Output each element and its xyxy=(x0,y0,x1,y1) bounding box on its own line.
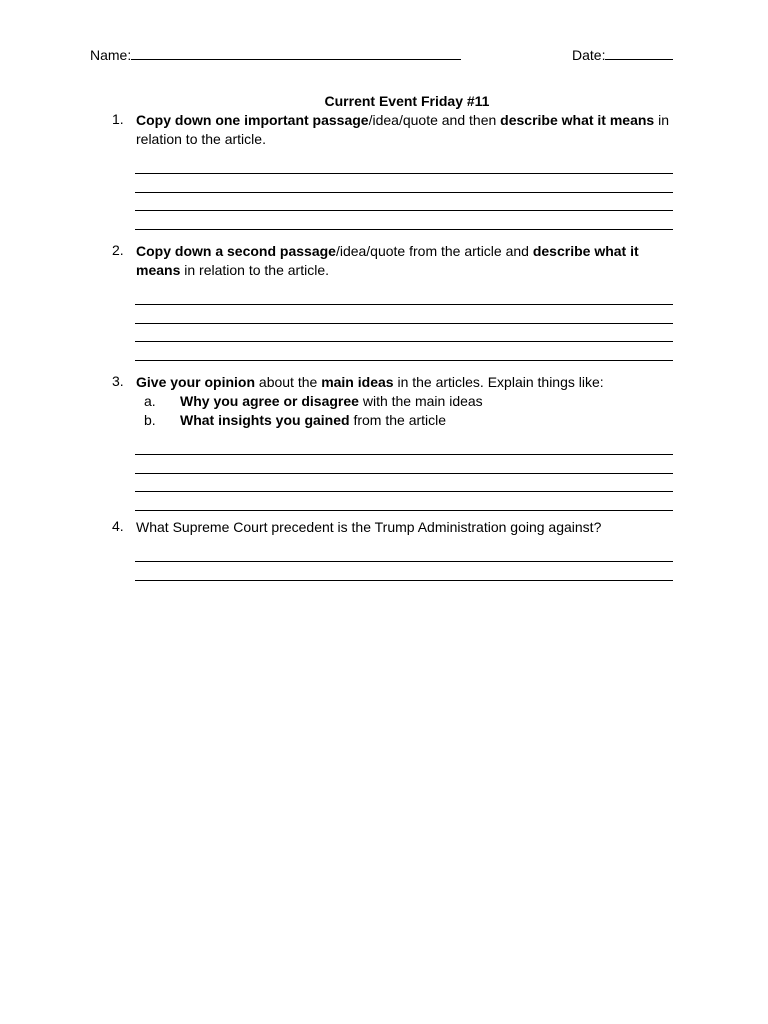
question-text-segment: /idea/quote from the article and xyxy=(335,243,533,259)
answer-line[interactable] xyxy=(135,544,673,562)
answer-line[interactable] xyxy=(135,175,673,193)
answer-lines xyxy=(135,544,673,581)
answer-line[interactable] xyxy=(135,474,673,492)
name-label: Name: xyxy=(90,47,132,63)
answer-line[interactable] xyxy=(135,324,673,342)
question-text xyxy=(136,373,677,392)
sub-list xyxy=(144,392,677,430)
question-4 xyxy=(112,518,677,581)
question-number: 1. xyxy=(112,111,124,127)
answer-line[interactable] xyxy=(135,306,673,324)
sub-item-b xyxy=(144,411,677,430)
question-text-segment: Give your opinion xyxy=(136,374,256,390)
question-text xyxy=(136,111,677,149)
answer-lines xyxy=(135,437,673,511)
sub-item-text-segment: with the main ideas xyxy=(358,393,483,409)
header-row xyxy=(90,45,675,65)
question-2 xyxy=(112,242,677,361)
answer-line[interactable] xyxy=(135,563,673,581)
question-text-segment: describe what it means xyxy=(500,112,655,128)
question-text xyxy=(136,518,677,537)
date-field xyxy=(572,45,673,63)
question-text-segment: What Supreme Court precedent is the Trump Administration going against? xyxy=(136,519,602,535)
answer-lines xyxy=(135,287,673,361)
answer-line[interactable] xyxy=(135,193,673,211)
sub-item-text-segment: What insights you gained xyxy=(180,412,350,428)
answer-line[interactable] xyxy=(135,343,673,361)
question-number: 3. xyxy=(112,373,124,389)
answer-line[interactable] xyxy=(135,493,673,511)
question-text-segment: describe what it means xyxy=(136,243,639,278)
date-label: Date: xyxy=(572,47,606,63)
question-text-segment: Copy down one important passage xyxy=(136,112,369,128)
question-text-segment: in relation to the article. xyxy=(180,262,329,278)
question-text-segment: in the articles. Explain things like: xyxy=(393,374,604,390)
question-text-segment: main ideas xyxy=(321,374,394,390)
sub-item-letter: a. xyxy=(144,393,156,409)
question-text-segment: /idea/quote and then xyxy=(368,112,501,128)
sub-item-a xyxy=(144,392,677,411)
question-text xyxy=(136,242,677,280)
question-text-segment: Copy down a second passage xyxy=(136,243,336,259)
question-text-segment: about the xyxy=(255,374,322,390)
answer-lines xyxy=(135,156,673,230)
question-text-segment: in relation to the article. xyxy=(136,112,670,147)
sub-item-text-segment: Why you agree or disagree xyxy=(180,393,359,409)
name-field xyxy=(90,45,461,63)
question-number: 2. xyxy=(112,242,124,258)
answer-line[interactable] xyxy=(135,456,673,474)
sub-item-text-segment: from the article xyxy=(349,412,447,428)
answer-line[interactable] xyxy=(135,287,673,305)
date-blank-line[interactable] xyxy=(605,45,673,60)
answer-line[interactable] xyxy=(135,156,673,174)
name-blank-line[interactable] xyxy=(131,45,461,60)
worksheet-title: Current Event Friday #11 xyxy=(324,93,490,109)
question-3 xyxy=(112,373,677,511)
answer-line[interactable] xyxy=(135,437,673,455)
sub-item-letter: b. xyxy=(144,412,156,428)
question-1 xyxy=(112,111,677,230)
question-number: 4. xyxy=(112,518,124,534)
answer-line[interactable] xyxy=(135,212,673,230)
